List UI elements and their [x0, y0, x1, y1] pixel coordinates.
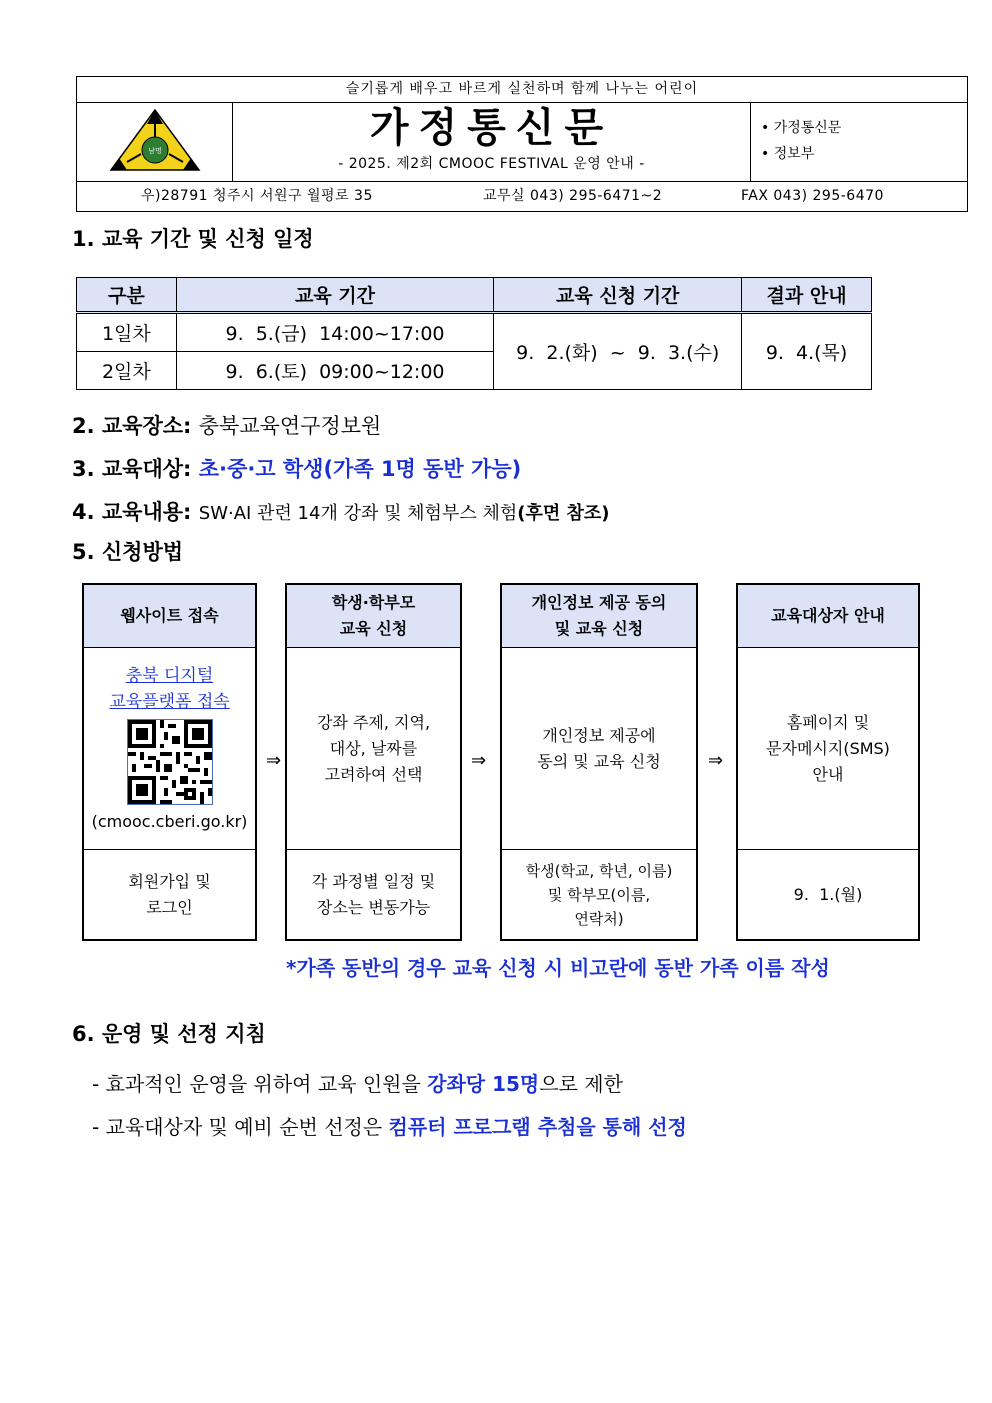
step-apply [285, 583, 462, 941]
schedule-table [76, 277, 872, 390]
step-header: 교육대상자 안내 [738, 585, 918, 648]
section-3-value: 초·중·고 학생(가족 1명 동반 가능) [198, 457, 522, 481]
flow-arrow-icon: ⇒ [471, 750, 487, 771]
category-item: • 정보부 [761, 146, 815, 162]
title-cell [233, 102, 751, 181]
section-3 [72, 453, 521, 483]
table-header-row [77, 278, 872, 313]
section-4-note: (후면 참조) [517, 503, 610, 524]
flow-arrow-icon: ⇒ [266, 750, 282, 771]
section-2-value: 충북교육연구정보원 [198, 414, 382, 438]
step-notify [736, 583, 920, 941]
category-item: • 가정통신문 [761, 120, 842, 136]
step-body: 개인정보 제공에 동의 및 교육 신청 [502, 648, 696, 850]
section-4-value: SW·AI 관련 14개 강좌 및 체험부스 체험 [198, 503, 518, 524]
section-5-title: 5. 신청방법 [72, 540, 184, 564]
column-header: 교육 기간 [176, 278, 494, 313]
platform-url: (cmooc.cberi.go.kr) [91, 811, 248, 831]
step-header: 개인정보 제공 동의 및 교육 신청 [502, 585, 696, 648]
platform-link[interactable]: 충북 디지털 [125, 665, 214, 686]
school-address: 우)28791 청주시 서원구 월평로 35 [141, 188, 373, 204]
guideline-1: - 효과적인 운영을 위하여 교육 인원을 강좌당 15명으로 제한 [92, 1072, 623, 1096]
document-subtitle: - 2025. 제2회 CMOOC FESTIVAL 운영 안내 - [338, 156, 645, 172]
column-header: 구분 [77, 278, 177, 313]
section-2 [72, 410, 381, 440]
period-cell: 9. 5.(금) 14:00~17:00 [176, 313, 494, 352]
section-3-label: 3. 교육대상: [72, 457, 192, 481]
step-footer: 학생(학교, 학년, 이름) 및 학부모(이름, 연락처) [525, 861, 673, 928]
column-header: 결과 안내 [742, 278, 872, 313]
step-footer: 회원가입 및 로그인 [128, 871, 211, 917]
school-logo-icon [77, 102, 233, 181]
step-consent [500, 583, 698, 941]
contact-row [77, 181, 967, 212]
apply-period-cell: 9. 2.(화) ~ 9. 3.(수) [494, 313, 742, 390]
school-motto: 슬기롭게 배우고 바르게 실천하며 함께 나누는 어린이 [77, 77, 967, 103]
step-header: 웹사이트 접속 [84, 585, 255, 648]
document-title: 가정통신문 [369, 105, 614, 151]
platform-link[interactable]: 교육플랫폼 접속 [109, 691, 230, 712]
step-body: 홈페이지 및 문자메시지(SMS) 안내 [738, 648, 918, 850]
letter-header [76, 76, 968, 212]
section-6-title: 6. 운영 및 선정 지침 [72, 1022, 266, 1046]
school-logo-cell [77, 102, 233, 181]
step-header: 학생·학부모 교육 신청 [287, 585, 460, 648]
school-logo-text: 남명 [148, 147, 162, 155]
document-category [751, 102, 967, 181]
result-cell: 9. 4.(목) [742, 313, 872, 390]
table-row [77, 313, 872, 352]
qr-code-icon[interactable] [127, 719, 213, 805]
section-4 [72, 496, 610, 526]
column-header: 교육 신청 기간 [494, 278, 742, 313]
day-cell: 2일차 [77, 352, 177, 390]
flow-arrow-icon: ⇒ [708, 750, 724, 771]
fax-number: FAX 043) 295-6470 [741, 188, 884, 204]
step-footer: 각 과정별 일정 및 장소는 변동가능 [311, 871, 436, 917]
section-2-label: 2. 교육장소: [72, 414, 192, 438]
office-phone: 교무실 043) 295-6471~2 [483, 188, 663, 204]
step-footer: 9. 1.(월) [793, 884, 863, 904]
guideline-2: - 교육대상자 및 예비 순번 선정은 컴퓨터 프로그램 추첨을 통해 선정 [92, 1115, 687, 1139]
step-body [84, 648, 255, 850]
day-cell: 1일차 [77, 313, 177, 352]
section-4-label: 4. 교육내용: [72, 500, 192, 524]
section-1-title: 1. 교육 기간 및 신청 일정 [72, 227, 314, 251]
step-website-access [82, 583, 257, 941]
period-cell: 9. 6.(토) 09:00~12:00 [176, 352, 494, 390]
step-body: 강좌 주제, 지역, 대상, 날짜를 고려하여 선택 [287, 648, 460, 850]
family-note: *가족 동반의 경우 교육 신청 시 비고란에 동반 가족 이름 작성 [286, 956, 830, 980]
